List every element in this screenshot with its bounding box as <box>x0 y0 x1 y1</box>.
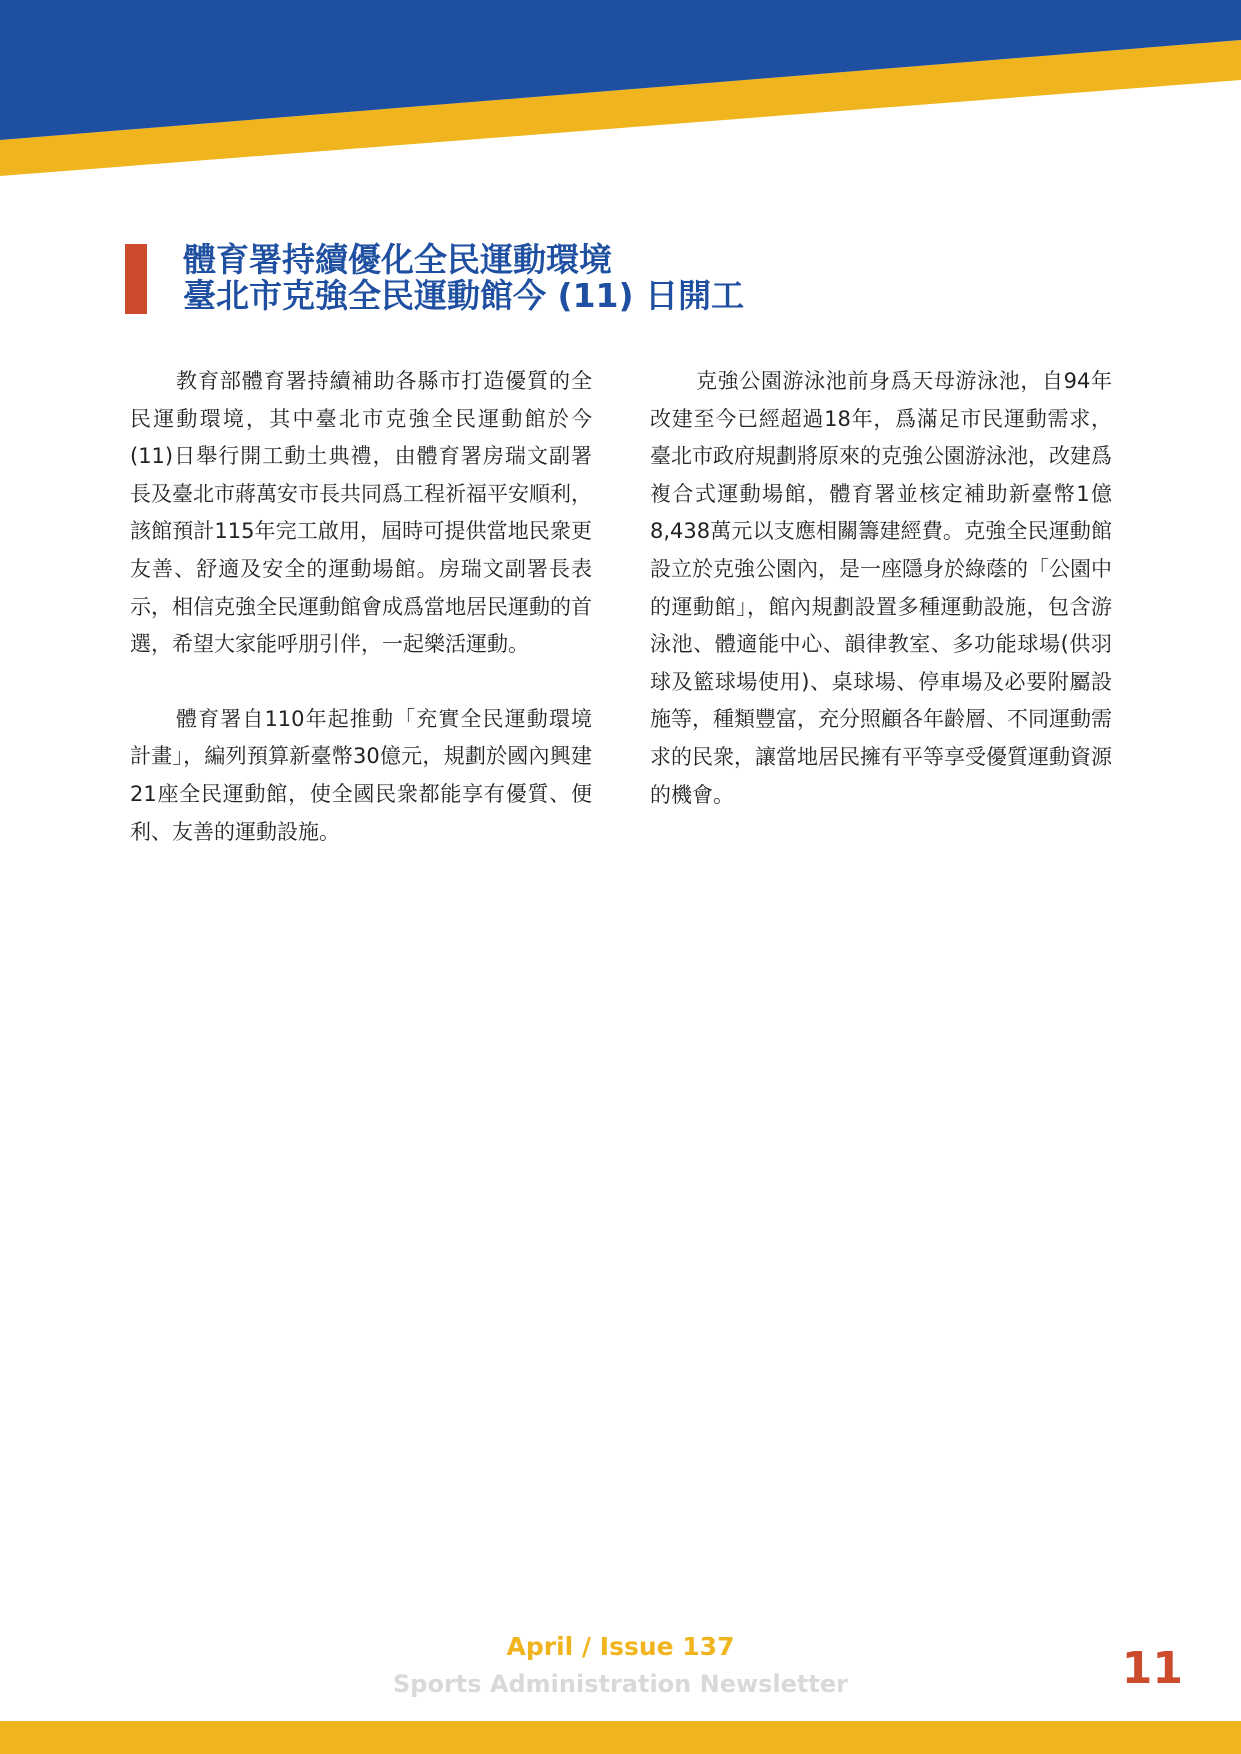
footer-bar <box>0 1721 1241 1754</box>
paragraph: 克強公園游泳池前身爲天母游泳池，自94年改建至今已經超過18年，爲滿足市民運動需求，臺北市政府規劃將原來的克強公園游泳池，改建爲複合式運動場館，體育署並核定補助新臺幣1億8,438萬元以支應相關籌建經費。克強全民運動館設立於克強公園內，是一座隱身於綠蔭的「公園中的運動館」，館內規劃設置多種運動設施，包含游泳池、體適能中心、韻律教室、多功能球場(供羽球及籃球場使用)、桌球場、停車場及必要附屬設施等，種類豐富，充分照顧各年齡層、不同運動需求的民衆，讓當地居民擁有平等享受優質運動資源的機會。 <box>650 369 1112 807</box>
left-column <box>130 363 592 888</box>
title-text <box>183 242 744 314</box>
title-line-1: 體育署持續優化全民運動環境 <box>183 240 612 279</box>
header-banner <box>0 0 1241 180</box>
paragraph: 體育署自110年起推動「充實全民運動環境計畫」，編列預算新臺幣30億元，規劃於國內興建21座全民運動館，使全國民衆都能享有優質、便利、友善的運動設施。 <box>130 706 592 844</box>
footer-issue: April / Issue 137 <box>506 1632 735 1661</box>
right-column <box>650 363 1112 851</box>
title-line-2: 臺北市克強全民運動館今 (11) 日開工 <box>183 276 745 315</box>
footer-newsletter-name: Sports Administration Newsletter <box>392 1670 848 1698</box>
title-accent-bar <box>125 244 147 314</box>
paragraph: 教育部體育署持續補助各縣市打造優質的全民運動環境，其中臺北市克強全民運動館於今(11)日舉行開工動土典禮，由體育署房瑞文副署長及臺北市蔣萬安市長共同爲工程祈福平安順利，該館預計115年完工啟用，屆時可提供當地民衆更友善、舒適及安全的運動場館。房瑞文副署長表示，相信克強全民運動館會成爲當地居民運動的首選，希望大家能呼朋引伴，一起樂活運動。 <box>130 369 592 657</box>
page-number: 11 <box>1121 1643 1183 1694</box>
